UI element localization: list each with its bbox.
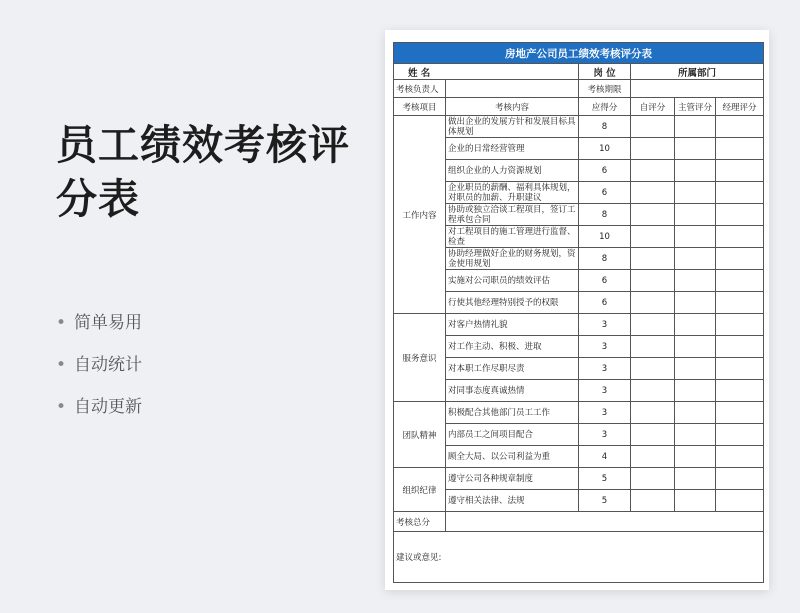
feature-list [56,312,142,438]
item-content [446,490,579,512]
supervisor-score-cell[interactable] [675,204,716,226]
supervisor-score-cell[interactable] [675,292,716,314]
manager-score-cell[interactable] [716,160,764,182]
item-content [446,116,579,138]
supervisor-score-cell[interactable] [675,270,716,292]
self-score-cell[interactable] [631,358,675,380]
item-content-text: 组织企业的人力资源规划 [448,165,542,176]
table-row [394,490,764,512]
group-name: 服务意识 [394,314,446,402]
item-content-text: 行使其他经理特别授予的权限 [448,297,559,308]
table-row [394,446,764,468]
col-header-score: 应得分 [579,98,631,116]
supervisor-score-cell[interactable] [675,468,716,490]
item-score: 3 [579,314,631,336]
self-score-cell[interactable] [631,446,675,468]
item-content [446,226,579,248]
total-label: 考核总分 [394,512,446,532]
item-score: 5 [579,468,631,490]
item-content-text: 对本职工作尽职尽责 [448,363,525,374]
item-content [446,138,579,160]
col-header-self: 自评分 [631,98,675,116]
self-score-cell[interactable] [631,204,675,226]
feature-item [56,312,142,354]
item-content [446,248,579,270]
item-score: 10 [579,226,631,248]
item-content [446,336,579,358]
self-score-cell[interactable] [631,402,675,424]
item-content-text: 顾全大局、以公司利益为重 [448,451,551,462]
item-score: 6 [579,270,631,292]
item-content [446,380,579,402]
supervisor-score-cell[interactable] [675,446,716,468]
self-score-cell[interactable] [631,490,675,512]
table-row [394,160,764,182]
item-content-text: 遵守公司各种规章制度 [448,473,534,484]
period-label: 考核期限 [579,80,631,98]
manager-score-cell[interactable] [716,380,764,402]
manager-score-cell[interactable] [716,248,764,270]
manager-score-cell[interactable] [716,490,764,512]
self-score-cell[interactable] [631,380,675,402]
self-score-cell[interactable] [631,138,675,160]
table-row [394,424,764,446]
reviewer-value[interactable] [446,80,579,98]
item-score: 6 [579,182,631,204]
item-content-text: 遵守相关法律、法规 [448,495,525,506]
manager-score-cell[interactable] [716,402,764,424]
item-content [446,358,579,380]
item-content-text: 对工程项目的施工管理进行监督、检查 [448,226,576,247]
item-content-text: 积极配合其他部门员工工作 [448,407,551,418]
table-row [394,358,764,380]
supervisor-score-cell[interactable] [675,116,716,138]
table-row [394,402,764,424]
supervisor-score-cell[interactable] [675,402,716,424]
item-content [446,160,579,182]
name-label: 姓 名 [394,64,579,80]
table-row [394,248,764,270]
promo-title: 员工绩效考核评分表 [56,121,350,223]
item-score: 6 [579,160,631,182]
item-content [446,424,579,446]
self-score-cell[interactable] [631,336,675,358]
item-content-text: 内部员工之间项目配合 [448,429,534,440]
item-content-text: 对客户热情礼貌 [448,319,508,330]
manager-score-cell[interactable] [716,116,764,138]
table-row [394,336,764,358]
supervisor-score-cell[interactable] [675,182,716,204]
table-row [394,182,764,204]
supervisor-score-cell[interactable] [675,160,716,182]
supervisor-score-cell[interactable] [675,424,716,446]
item-content-text: 协助或独立洽谈工程项目，签订工程承包合同 [448,204,576,225]
item-score: 3 [579,380,631,402]
form-sheet [385,30,769,590]
manager-score-cell[interactable] [716,182,764,204]
item-score: 8 [579,116,631,138]
self-score-cell[interactable] [631,116,675,138]
self-score-cell[interactable] [631,248,675,270]
feature-item [56,396,142,438]
comment-row [394,532,764,583]
supervisor-score-cell[interactable] [675,358,716,380]
item-score: 4 [579,446,631,468]
self-score-cell[interactable] [631,182,675,204]
self-score-cell[interactable] [631,468,675,490]
feature-label: 自动更新 [74,397,142,417]
department-label: 所属部门 [631,64,764,80]
item-content [446,446,579,468]
manager-score-cell[interactable] [716,292,764,314]
self-score-cell[interactable] [631,160,675,182]
sheet-title: 房地产公司员工绩效考核评分表 [394,43,764,64]
manager-score-cell[interactable] [716,204,764,226]
self-score-cell[interactable] [631,292,675,314]
group-name: 工作内容 [394,116,446,314]
manager-score-cell[interactable] [716,424,764,446]
col-header-item: 考核项目 [394,98,446,116]
table-row [394,138,764,160]
manager-score-cell[interactable] [716,336,764,358]
table-row [394,314,764,336]
manager-score-cell[interactable] [716,358,764,380]
reviewer-label: 考核负责人 [394,80,446,98]
item-content-text: 对工作主动、积极、进取 [448,341,542,352]
col-header-content: 考核内容 [446,98,579,116]
item-content [446,182,579,204]
table-row [394,292,764,314]
item-content [446,270,579,292]
item-score: 3 [579,336,631,358]
manager-score-cell[interactable] [716,468,764,490]
item-content [446,204,579,226]
item-score: 8 [579,248,631,270]
table-row [394,468,764,490]
supervisor-score-cell[interactable] [675,138,716,160]
comment-field[interactable]: 建议或意见: [394,532,764,583]
feature-item [56,354,142,396]
table-row [394,270,764,292]
table-row [394,226,764,248]
item-content [446,468,579,490]
self-score-cell[interactable] [631,226,675,248]
item-score: 10 [579,138,631,160]
item-content-text: 协助经理做好企业的财务规划，资金使用规划 [448,248,576,269]
col-header-manager: 经理评分 [716,98,764,116]
manager-score-cell[interactable] [716,446,764,468]
supervisor-score-cell[interactable] [675,248,716,270]
item-content-text: 实施对公司职员的绩效评估 [448,275,551,286]
manager-score-cell[interactable] [716,226,764,248]
self-score-cell[interactable] [631,314,675,336]
total-row [394,512,764,532]
item-content-text: 企业的日常经营管理 [448,143,525,154]
manager-score-cell[interactable] [716,138,764,160]
feature-label: 自动统计 [74,355,142,375]
item-score: 3 [579,402,631,424]
item-content [446,402,579,424]
evaluation-table [393,42,764,583]
col-header-supervisor: 主管评分 [675,98,716,116]
group-name: 团队精神 [394,402,446,468]
self-score-cell[interactable] [631,424,675,446]
item-content-text: 对同事态度真诚热情 [448,385,525,396]
manager-score-cell[interactable] [716,270,764,292]
bullet-icon: • [56,397,67,417]
position-label: 岗 位 [579,64,631,80]
manager-score-cell[interactable] [716,314,764,336]
bullet-icon: • [56,355,67,375]
supervisor-score-cell[interactable] [675,490,716,512]
supervisor-score-cell[interactable] [675,336,716,358]
total-value[interactable] [446,512,764,532]
period-value[interactable] [631,80,764,98]
table-row [394,380,764,402]
item-content [446,314,579,336]
feature-label: 简单易用 [74,313,142,333]
item-content-text: 做出企业的发展方针和发展目标具体规划 [448,116,576,137]
item-content-text: 企业职员的薪酬、福利具体规划，对职员的加薪、升职建议 [448,182,576,203]
item-score: 3 [579,424,631,446]
item-score: 6 [579,292,631,314]
group-name: 组织纪律 [394,468,446,512]
item-score: 5 [579,490,631,512]
self-score-cell[interactable] [631,270,675,292]
item-content [446,292,579,314]
supervisor-score-cell[interactable] [675,380,716,402]
supervisor-score-cell[interactable] [675,314,716,336]
item-score: 8 [579,204,631,226]
item-score: 3 [579,358,631,380]
table-row [394,204,764,226]
supervisor-score-cell[interactable] [675,226,716,248]
bullet-icon: • [56,313,67,333]
table-row [394,116,764,138]
